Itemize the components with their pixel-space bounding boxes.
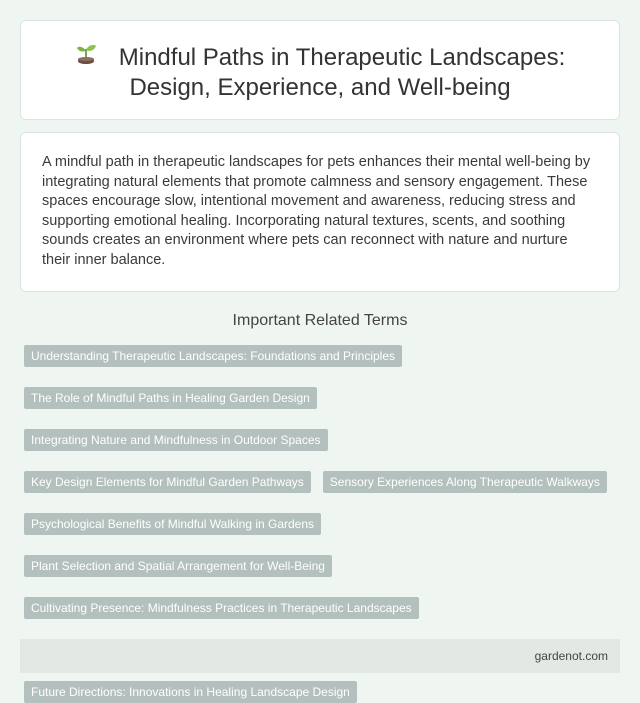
title-line-2: Design, Experience, and Well-being <box>129 74 511 101</box>
title-line-1 <box>21 43 619 73</box>
related-term-link[interactable]: Understanding Therapeutic Landscapes: Foundations and Principles <box>24 345 402 367</box>
intro-text: A mindful path in therapeutic landscapes for pets enhances their mental well-being by integrating natural elements that promote calmness and sensory engagement. These spaces encourage slow, intentional movement and awareness, reducing stress and supporting emotional healing. Incorporating natural textures, scents, and soothing sounds creates an environment where pets can reconnect with nature and nurture their inner balance. <box>42 154 591 268</box>
intro-card <box>20 132 620 292</box>
related-term-link[interactable]: Psychological Benefits of Mindful Walking in Gardens <box>24 513 321 535</box>
footer-site-link[interactable]: gardenot.com <box>534 649 608 663</box>
related-term-link[interactable]: Plant Selection and Spatial Arrangement for Well-Being <box>24 555 332 577</box>
related-terms-heading: Important Related Terms <box>232 312 408 329</box>
related-term-link[interactable]: Sensory Experiences Along Therapeutic Walkways <box>323 471 607 493</box>
title-text-1: Mindful Paths in Therapeutic Landscapes: <box>118 44 566 71</box>
related-term-link[interactable]: Key Design Elements for Mindful Garden Pathways <box>24 471 311 493</box>
related-term-link[interactable]: Future Directions: Innovations in Healing Landscape Design <box>24 681 357 703</box>
footer <box>20 639 620 673</box>
related-term-link[interactable]: Integrating Nature and Mindfulness in Outdoor Spaces <box>24 429 328 451</box>
related-term-link[interactable]: The Role of Mindful Paths in Healing Garden Design <box>24 387 317 409</box>
header-card <box>20 20 620 120</box>
sprout-icon <box>75 43 97 67</box>
related-term-link[interactable]: Cultivating Presence: Mindfulness Practices in Therapeutic Landscapes <box>24 597 419 619</box>
page-title <box>21 43 619 103</box>
